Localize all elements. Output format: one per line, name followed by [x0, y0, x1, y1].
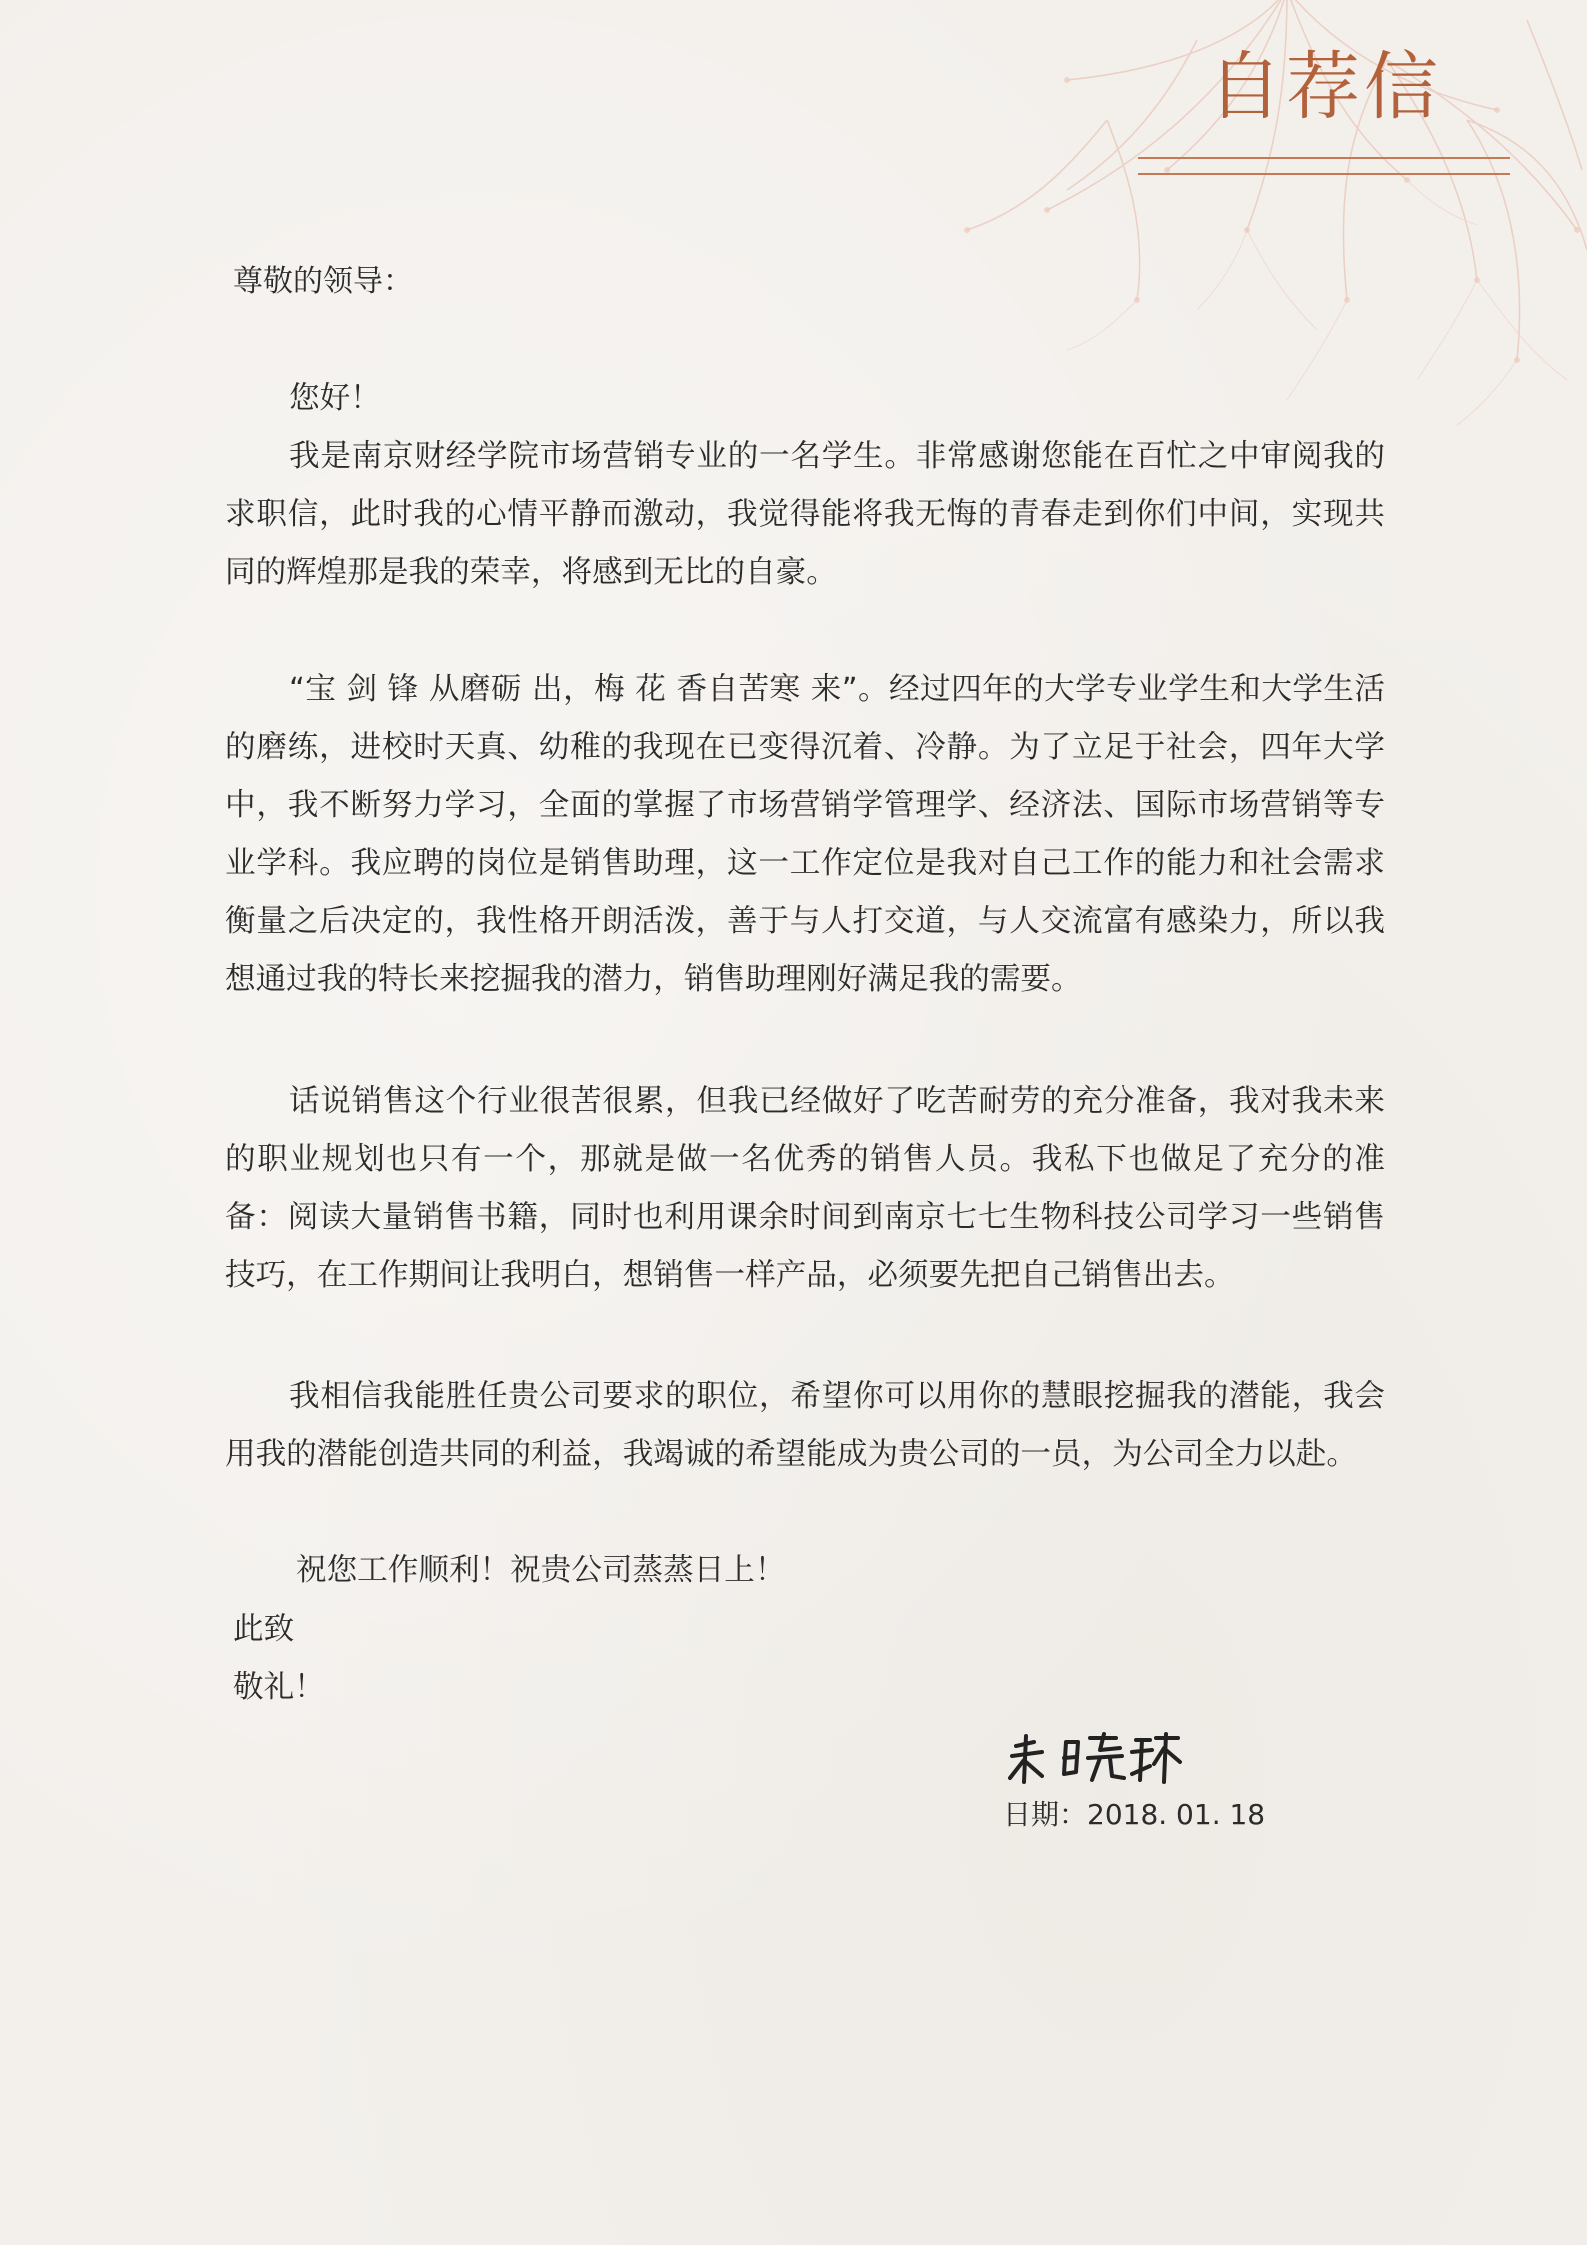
closing-wish: 祝您工作顺利！祝贵公司蒸蒸日上！ — [296, 1553, 786, 1588]
title-rule-bottom — [1138, 173, 1510, 175]
paragraph-4: 我相信我能胜任贵公司要求的职位，希望你可以用你的慧眼挖掘我的潜能，我会用我的潜能创造共同的利益，我竭诚的希望能成为贵公司的一员，为公司全力以赴。 — [225, 1379, 1385, 1472]
page-title: 自荐信 — [1208, 44, 1442, 130]
closing-jingli: 敬礼！ — [233, 1670, 325, 1705]
paragraph-2: “宝 剑 锋 从磨砺 出，梅 花 香自苦寒 来”。经过四年的大学专业学生和大学生活的磨练，进校时天真、幼稚的我现在已变得沉着、冷静。为了立足于社会，四年大学中，我不断努力学习，全面的掌握了市场营销学管理学、经济法、国际市场营销等专业学科。我应聘的岗位是销售助理，这一工作定位是我对自己工作的能力和社会需求衡量之后决定的，我性格开朗活泼，善于与人打交道，与人交流富有感染力，所以我想通过我的特长来挖掘我的潜力，销售助理刚好满足我的需要。 — [225, 672, 1385, 997]
paragraph-3: 话说销售这个行业很苦很累，但我已经做好了吃苦耐劳的充分准备，我对我未来的职业规划也只有一个，那就是做一名优秀的销售人员。我私下也做足了充分的准备：阅读大量销售书籍，同时也利用课余时间到南京七七生物科技公司学习一些销售技巧，在工作期间让我明白，想销售一样产品，必须要先把自己销售出去。 — [225, 1084, 1385, 1293]
title-rule-top — [1138, 157, 1510, 159]
signature-image — [1004, 1730, 1184, 1790]
salutation: 尊敬的领导： — [233, 264, 413, 299]
paragraph-1: 我是南京财经学院市场营销专业的一名学生。非常感谢您能在百忙之中审阅我的求职信，此时我的心情平静而激动，我觉得能将我无悔的青春走到你们中间，实现共同的辉煌那是我的荣幸，将感到无比的自豪。 — [225, 439, 1385, 590]
closing-cizhi: 此致 — [233, 1612, 295, 1647]
greeting: 您好！ — [289, 381, 381, 416]
date-line: 日期：2018. 01. 18 — [1003, 1798, 1266, 1831]
